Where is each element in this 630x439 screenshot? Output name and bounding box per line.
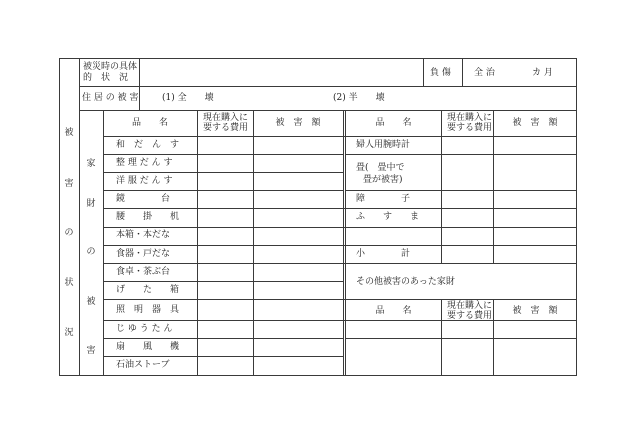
col-header-damage-left: 被 害 額 — [275, 118, 321, 128]
item-dresser-mirror: 鏡 台 — [116, 194, 171, 204]
situation-input[interactable] — [140, 59, 422, 85]
item-tatami-line2: 畳が被害) — [363, 175, 403, 185]
frame-line — [103, 263, 577, 264]
frame-line — [79, 110, 577, 111]
frame-line — [103, 154, 343, 155]
item-wardrobe: 洋 服 だ ん す — [116, 176, 173, 186]
damage-status-label-char: 被 — [64, 128, 74, 138]
item-storage-chest: 整 理 だ ん す — [116, 158, 173, 168]
residence-damage-label: 住 居 の 被 害 — [82, 93, 139, 103]
col-header-cost-left-1: 現在購入に — [203, 113, 249, 123]
frame-line — [103, 110, 104, 376]
frame-line — [441, 110, 442, 263]
frame-line — [79, 58, 80, 376]
item-bookshelf: 本箱・本だな — [116, 230, 171, 240]
col-header-cost-other-1: 現在購入に — [447, 301, 493, 311]
col-header-item-left: 品 名 — [131, 118, 168, 128]
col-header-cost-other-2: 要する費用 — [447, 311, 493, 321]
frame-line — [103, 245, 577, 246]
item-cupboard: 食器・戸だな — [116, 249, 171, 259]
frame-line-right — [576, 58, 577, 376]
frame-line — [103, 338, 343, 339]
household-damage-label-char: 家 — [86, 159, 96, 169]
item-japanese-chest: 和 だ ん す — [116, 140, 180, 150]
injury-duration-label: 全 治 — [474, 68, 495, 78]
frame-line — [197, 110, 198, 376]
frame-line — [345, 338, 577, 339]
col-header-cost-left-2: 要する費用 — [203, 123, 249, 133]
item-shoji: 障 子 — [356, 194, 411, 204]
frame-line — [103, 227, 577, 228]
item-lighting: 照 明 器 具 — [116, 305, 180, 315]
frame-line — [103, 136, 577, 137]
item-fusuma: ふ す ま — [356, 212, 420, 222]
item-fan: 扇 風 機 — [116, 342, 180, 352]
residence-option-full[interactable]: (1) 全 壊 — [162, 93, 214, 103]
frame-line — [345, 190, 577, 191]
injury-months-input[interactable] — [500, 60, 528, 84]
col-header-damage-right: 被 害 額 — [512, 118, 558, 128]
household-damage-label-char: 害 — [86, 346, 96, 356]
col-header-cost-right-2: 要する費用 — [447, 123, 493, 133]
situation-label-line1: 被災時の具体 — [83, 62, 138, 72]
item-ladies-watch: 婦人用腕時計 — [356, 140, 411, 150]
household-damage-label-char: の — [86, 247, 96, 257]
months-unit: カ 月 — [532, 68, 553, 78]
frame-line — [103, 299, 577, 300]
frame-line — [103, 356, 343, 357]
frame-line-left — [59, 58, 60, 376]
damage-status-label-char: 状 — [64, 278, 74, 288]
item-carpet: じ ゆ う た ん — [116, 324, 173, 334]
damage-status-label-char: 害 — [64, 179, 74, 189]
frame-line — [345, 154, 577, 155]
frame-line — [423, 58, 424, 86]
item-desk: 腰 掛 机 — [116, 212, 180, 222]
frame-line — [462, 58, 463, 86]
item-dining-table: 食卓・茶ぶ台 — [116, 267, 171, 277]
slash-mark — [441, 136, 442, 172]
situation-label-line2: 的 状 況 — [83, 73, 129, 83]
damage-status-label-char: の — [64, 228, 74, 238]
frame-line-bottom — [59, 375, 577, 376]
other-damaged-items-title: その他被害のあった家財 — [356, 277, 455, 287]
frame-line — [441, 299, 442, 376]
damage-status-label-char: 況 — [64, 328, 74, 338]
col-header-damage-other: 被 害 額 — [512, 306, 558, 316]
frame-line — [103, 190, 343, 191]
col-header-item-right: 品 名 — [375, 118, 412, 128]
col-header-cost-right-1: 現在購入に — [447, 113, 493, 123]
frame-line-double — [345, 110, 346, 376]
frame-line — [493, 110, 494, 263]
frame-line — [103, 172, 343, 173]
frame-line — [79, 86, 577, 87]
frame-line — [103, 320, 577, 321]
frame-line — [103, 281, 343, 282]
item-shoe-box: げ た 箱 — [116, 285, 180, 295]
item-kerosene-stove: 石油ストーブ — [116, 360, 170, 370]
household-damage-label-char: 財 — [86, 199, 96, 209]
frame-line — [253, 110, 254, 376]
col-header-item-other: 品 名 — [375, 306, 412, 316]
subtotal-label: 小 計 — [356, 249, 411, 259]
injury-label: 負 傷 — [430, 68, 451, 78]
residence-option-half[interactable]: (2) 半 壊 — [333, 93, 385, 103]
frame-line-double — [343, 110, 344, 376]
household-damage-label-char: 被 — [86, 297, 96, 307]
frame-line — [103, 208, 577, 209]
item-tatami-line1: 畳( 畳中で — [356, 163, 405, 173]
